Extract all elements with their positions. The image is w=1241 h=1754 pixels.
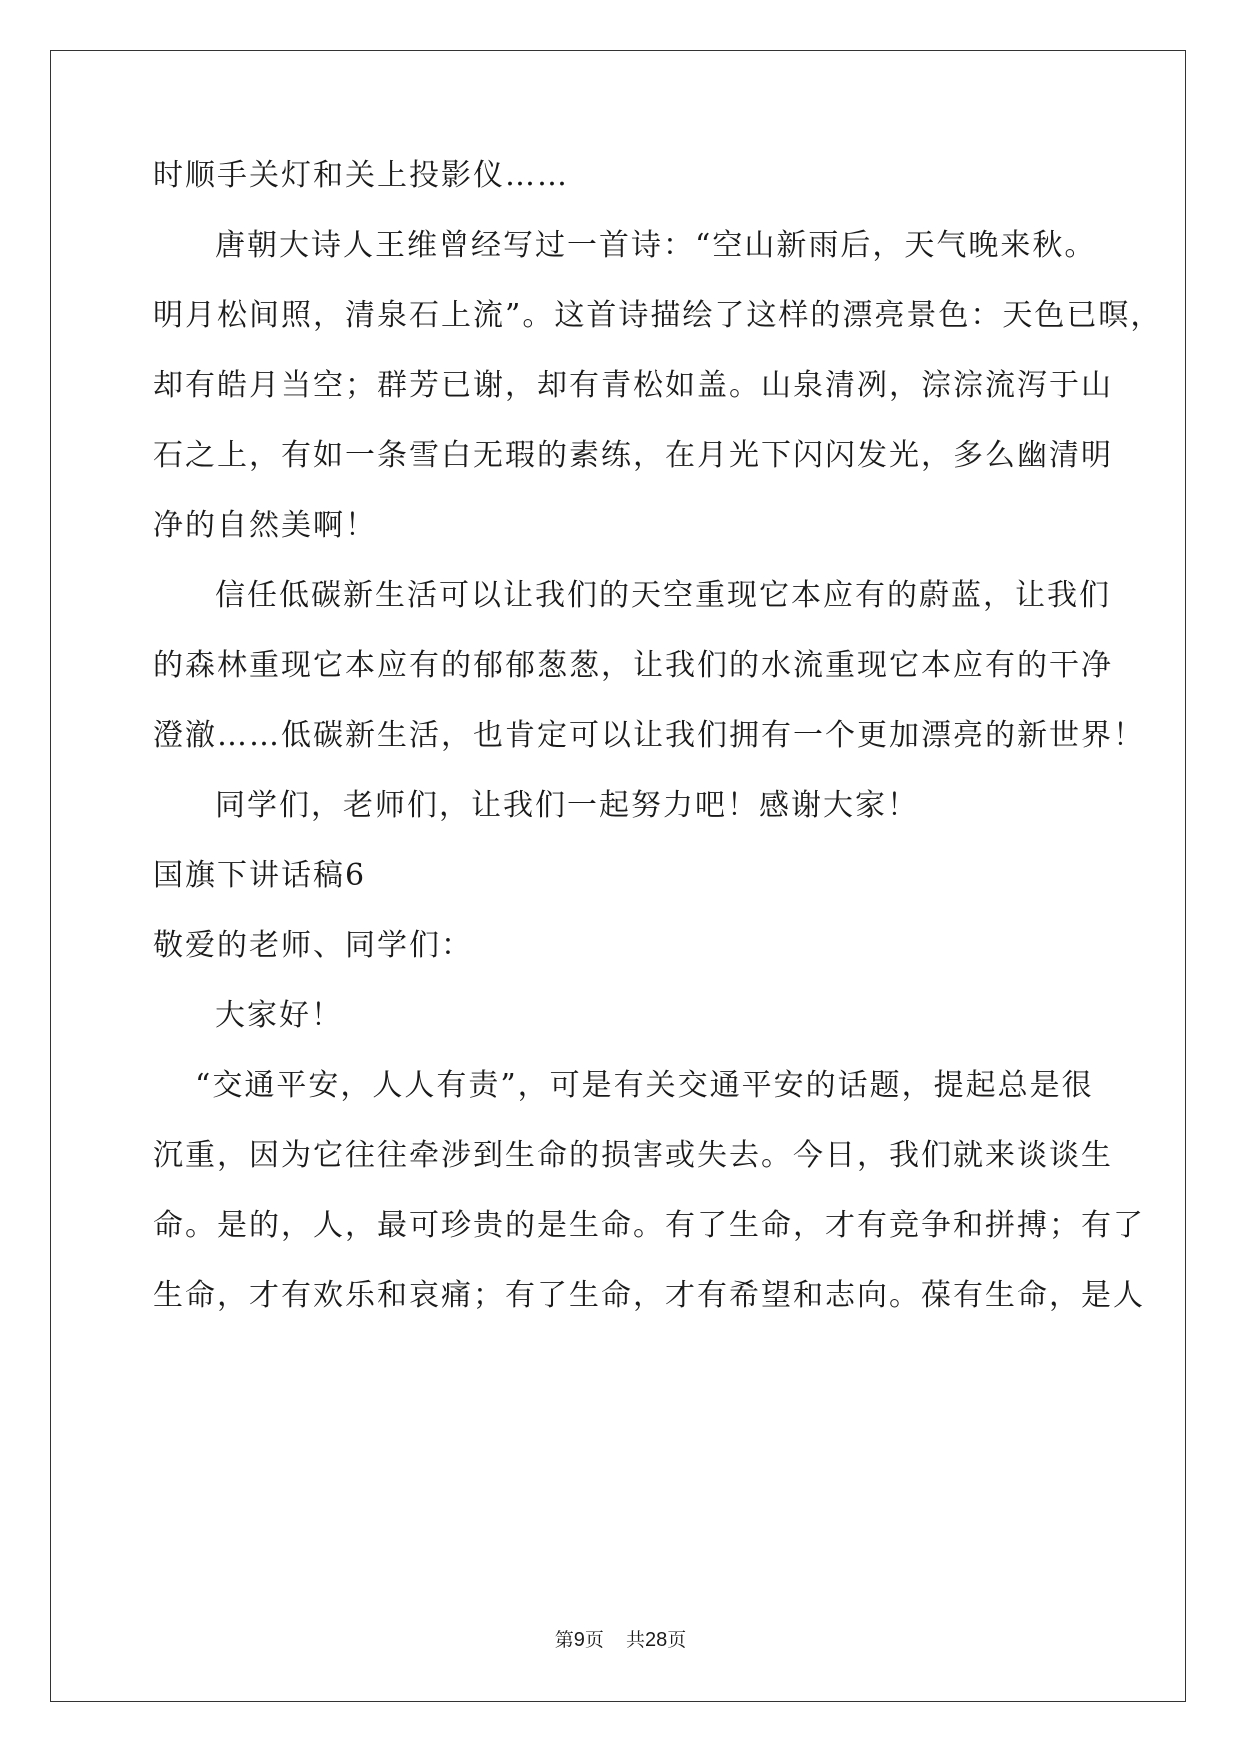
paragraph-line: 净的自然美啊！ (153, 508, 377, 543)
paragraph-line: 生命，才有欢乐和哀痛；有了生命，才有希望和志向。葆有生命，是人 (153, 1278, 1145, 1313)
page-suffix: 页 (584, 1629, 604, 1651)
paragraph-line: 明月松间照，清泉石上流”。这首诗描绘了这样的漂亮景色：天色已暝， (153, 298, 1163, 333)
paragraph-line: 的森林重现它本应有的郁郁葱葱，让我们的水流重现它本应有的干净 (153, 648, 1113, 683)
paragraph-line: 石之上，有如一条雪白无瑕的素练，在月光下闪闪发光，多么幽清明 (153, 438, 1113, 473)
page-number: 9 (573, 1629, 585, 1651)
total-pages: 28 (644, 1629, 668, 1651)
page-prefix: 第 (554, 1629, 574, 1651)
salutation: 敬爱的老师、同学们： (153, 928, 473, 963)
paragraph-line: 命。是的，人，最可珍贵的是生命。有了生命，才有竞争和拼搏；有了 (153, 1208, 1145, 1243)
paragraph-line: “交通平安，人人有责”，可是有关交通平安的话题，提起总是很 (195, 1068, 1094, 1103)
total-suffix: 页 (667, 1629, 687, 1651)
page-footer (0, 1628, 1241, 1652)
paragraph-line: 信任低碳新生活可以让我们的天空重现它本应有的蔚蓝，让我们 (215, 578, 1111, 613)
total-prefix: 共 (625, 1629, 645, 1651)
paragraph-line: 澄澈……低碳新生活，也肯定可以让我们拥有一个更加漂亮的新世界！ (153, 718, 1145, 753)
greeting: 大家好！ (215, 998, 343, 1033)
paragraph-line: 沉重，因为它往往牵涉到生命的损害或失去。今日，我们就来谈谈生 (153, 1138, 1113, 1173)
paragraph-line: 时顺手关灯和关上投影仪…… (153, 158, 569, 193)
section-heading: 国旗下讲话稿6 (153, 858, 367, 893)
paragraph-line: 唐朝大诗人王维曾经写过一首诗：“空山新雨后，天气晚来秋。 (215, 228, 1097, 263)
paragraph-line: 同学们，老师们，让我们一起努力吧！感谢大家！ (215, 788, 919, 823)
paragraph-line: 却有皓月当空；群芳已谢，却有青松如盖。山泉清冽，淙淙流泻于山 (153, 368, 1113, 403)
